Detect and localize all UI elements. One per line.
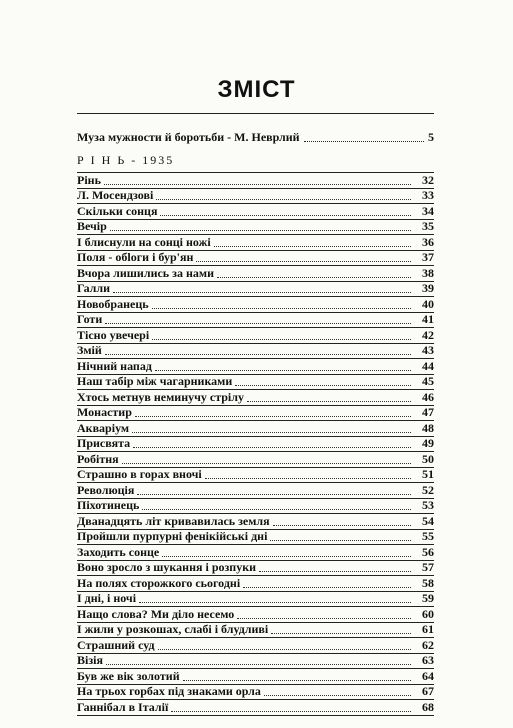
toc-entry <box>77 375 434 391</box>
toc-entry-title: Вчора лишились за нами <box>77 265 214 280</box>
toc-entry <box>77 669 434 685</box>
toc-entry <box>77 592 434 608</box>
toc-entry-page: 62 <box>422 637 434 652</box>
toc-entry <box>77 654 434 670</box>
toc-entry-title: Страшно в горах вночі <box>77 467 202 481</box>
dot-leader <box>271 632 411 634</box>
toc-entry-title: Дванадцять літ кривавилась земля <box>77 513 270 528</box>
toc-entry <box>77 530 434 546</box>
toc-entry-title: Нічний напад <box>77 358 152 373</box>
toc-entry-title: Поля - обloги і бур'ян <box>77 250 194 264</box>
toc-entry-title: На полях сторожкого сьогодні <box>77 575 241 590</box>
toc-entry <box>77 235 434 251</box>
dot-leader <box>106 663 411 665</box>
dot-leader <box>155 369 411 371</box>
toc-entry-title: Революція <box>77 482 135 497</box>
dot-leader <box>162 555 411 557</box>
toc-entry-page: 45 <box>422 374 434 388</box>
toc-entry-title: Заходить сонце <box>77 544 160 559</box>
toc-entry <box>77 514 434 530</box>
dot-leader <box>196 260 411 262</box>
toc-entry-page: 36 <box>422 234 434 249</box>
dot-leader <box>304 140 424 142</box>
dot-leader <box>214 245 411 247</box>
dot-leader <box>135 415 411 417</box>
dot-leader <box>270 539 411 541</box>
toc-entry-title: На трьох горбах під знаками орла <box>77 684 261 698</box>
dot-leader <box>110 229 411 231</box>
toc-entry-page: 39 <box>422 281 434 295</box>
toc-entry-title: І блиснули на сонці ножі <box>77 234 211 249</box>
dot-leader <box>137 493 411 495</box>
toc-entry <box>77 189 434 205</box>
dot-leader <box>133 446 411 448</box>
toc-entry <box>77 204 434 220</box>
toc-entry <box>77 499 434 515</box>
toc-entry-page: 60 <box>422 606 434 621</box>
dot-leader <box>104 183 411 185</box>
toc-entry-page: 63 <box>422 653 434 667</box>
dot-leader <box>217 276 411 278</box>
toc-entry-page: 33 <box>422 188 434 202</box>
toc-entry-page: 35 <box>422 219 434 233</box>
toc-entry-page: 38 <box>422 265 434 280</box>
toc-entry-page: 46 <box>422 389 434 404</box>
toc-entry <box>77 452 434 468</box>
toc-entry-title: І дні, і ночі <box>77 591 137 605</box>
toc-entry-page: 32 <box>422 172 434 187</box>
dot-leader <box>105 353 411 355</box>
toc-entry-page: 59 <box>422 591 434 605</box>
toc-entry-page: 43 <box>422 343 434 357</box>
dot-leader <box>247 400 411 402</box>
toc-entry-page: 48 <box>422 420 434 435</box>
toc-entry-page: 41 <box>422 312 434 326</box>
toc-entry-title: Пройшли пурпурні фенікійські дні <box>77 529 268 543</box>
toc-entry <box>77 173 434 189</box>
dot-leader <box>156 198 411 200</box>
toc-entry <box>77 561 434 577</box>
toc-entry-title: Візія <box>77 653 103 667</box>
dot-leader <box>264 694 411 696</box>
toc-entry <box>77 390 434 406</box>
dot-leader <box>158 648 411 650</box>
toc-entry-title: Новобранець <box>77 296 149 311</box>
dot-leader <box>183 679 411 681</box>
toc-entry-page: 58 <box>422 575 434 590</box>
toc-entry-page: 37 <box>422 250 434 264</box>
toc-entry-page: 51 <box>422 467 434 481</box>
dot-leader <box>273 524 411 526</box>
dot-leader <box>259 570 411 572</box>
dot-leader <box>152 338 411 340</box>
toc-entry-page: 57 <box>422 560 434 574</box>
intro-entry-title: Муза мужности й боротьби - М. Неврлий <box>77 130 300 144</box>
dot-leader <box>160 214 411 216</box>
toc-entry <box>77 483 434 499</box>
dot-leader <box>205 477 411 479</box>
toc-entry-page: 55 <box>422 529 434 543</box>
dot-leader <box>139 601 411 603</box>
toc-entry-title: Робітня <box>77 451 119 466</box>
toc-entry-page: 52 <box>422 482 434 497</box>
page-title: ЗМІСТ <box>217 76 296 103</box>
section-heading: Р І Н Ь - 1935 <box>77 153 175 167</box>
toc-entry <box>77 344 434 360</box>
intro-entry <box>77 131 434 145</box>
toc-entry-page: 54 <box>422 513 434 528</box>
toc-entry-page: 34 <box>422 203 434 218</box>
dot-leader <box>237 617 411 619</box>
toc-entry-title: Вечір <box>77 219 107 233</box>
toc-entry <box>77 576 434 592</box>
dot-leader <box>235 384 411 386</box>
toc-entry-page: 68 <box>422 699 434 714</box>
toc-entry-title: Рінь <box>77 172 101 187</box>
toc-entry-page: 56 <box>422 544 434 559</box>
toc-entry-title: Скільки сонця <box>77 203 158 218</box>
toc-entry-title: Змій <box>77 343 102 357</box>
toc-entry <box>77 313 434 329</box>
intro-entry-page: 5 <box>428 130 434 144</box>
toc-entry-title: Наш табір між чагарниками <box>77 374 233 388</box>
toc-entry-page: 42 <box>422 327 434 342</box>
toc-entry-page: 49 <box>422 436 434 450</box>
dot-leader <box>152 307 411 309</box>
toc-entry-title: Хтось метнув неминучу стрілу <box>77 389 244 404</box>
toc-entry-title: Був же вік золотий <box>77 668 180 683</box>
toc-entry <box>77 607 434 623</box>
toc-entry <box>77 437 434 453</box>
toc-table <box>77 172 434 716</box>
toc-entry <box>77 297 434 313</box>
toc-entry <box>77 545 434 561</box>
dot-leader <box>105 322 411 324</box>
dot-leader <box>132 431 411 433</box>
toc-entry-title: Піхотинець <box>77 498 140 512</box>
toc-entry-title: Присвята <box>77 436 131 450</box>
toc-entry <box>77 251 434 267</box>
toc-entry-page: 40 <box>422 296 434 311</box>
dot-leader <box>243 586 411 588</box>
toc-entry-title: Акваріум <box>77 420 130 435</box>
toc-entry-title: Нащо слова? Ми діло несемо <box>77 606 235 621</box>
toc-entry <box>77 328 434 344</box>
toc-entry <box>77 685 434 701</box>
toc-entry-title: Монастир <box>77 405 132 419</box>
title-rule <box>77 113 434 114</box>
toc-entry-page: 50 <box>422 451 434 466</box>
toc-entry <box>77 220 434 236</box>
toc-entry-page: 53 <box>422 498 434 512</box>
toc-entry-title: Галли <box>77 281 111 295</box>
toc-entry-page: 64 <box>422 668 434 683</box>
toc-entry <box>77 266 434 282</box>
dot-leader <box>113 291 411 293</box>
toc-entry-title: Воно зросло з шукання і розпуки <box>77 560 257 574</box>
toc-entry <box>77 700 434 716</box>
toc-entry-title: Готи <box>77 312 103 326</box>
toc-entry <box>77 282 434 298</box>
toc-entry <box>77 406 434 422</box>
toc-entry-title: Ганнібал в Італії <box>77 699 169 714</box>
toc-entry <box>77 623 434 639</box>
toc-entry-title: Л. Мосендзові <box>77 188 154 202</box>
toc-entry <box>77 421 434 437</box>
toc-entry <box>77 468 434 484</box>
dot-leader <box>142 508 411 510</box>
toc-entry-title: І жили у розкошах, слабі і блудливі <box>77 622 269 636</box>
toc-entry-title: Страшний суд <box>77 637 155 652</box>
dot-leader <box>122 462 411 464</box>
toc-entry-page: 47 <box>422 405 434 419</box>
toc-entry-page: 44 <box>422 358 434 373</box>
toc-entry-title: Тісно увечері <box>77 327 150 342</box>
toc-entry <box>77 359 434 375</box>
toc-entry-page: 67 <box>422 684 434 698</box>
toc-entry-page: 61 <box>422 622 434 636</box>
toc-entry <box>77 638 434 654</box>
dot-leader <box>171 710 411 712</box>
